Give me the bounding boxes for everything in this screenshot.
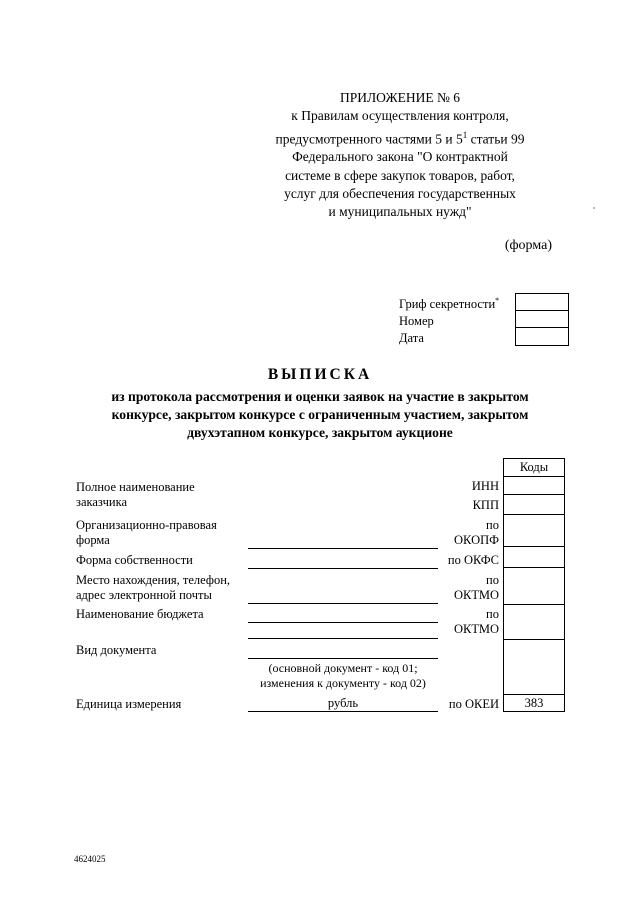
budget-oktmo-label: по ОКТМО [454,607,499,636]
okfs-code-cell[interactable] [504,547,565,568]
budget-line-1[interactable] [248,622,438,623]
unit-label: Единица измерения [76,697,182,711]
scan-speck [593,207,595,209]
secrecy-box[interactable] [515,293,569,311]
document-subtitle-line: двухэтапном конкурсе, закрытом аукционе [187,425,453,440]
document-title: ВЫПИСКА [267,366,373,383]
okopf-code-cell[interactable] [504,515,565,547]
appendix-line: к Правилам осуществления контроля, [291,108,509,124]
inn-code-cell[interactable] [504,477,565,495]
document-subtitle-line: конкурсе, закрытом конкурсе с ограниченным участием, закрытом [111,407,529,422]
kpp-code-cell[interactable] [504,495,565,515]
okei-label: по ОКЕИ [448,697,499,711]
number-box[interactable] [515,310,569,328]
form-label: (форма) [504,238,552,253]
org-form-line[interactable] [248,548,438,549]
ownership-line[interactable] [248,568,438,569]
doc-type-line[interactable] [248,658,438,659]
location-line[interactable] [248,603,438,604]
secrecy-label: Гриф секретности* [399,296,500,312]
codes-table [503,458,565,712]
appendix-line: системе в сфере закупок товаров, работ, [285,167,515,183]
kpp-label: КПП [472,498,499,512]
unit-value: рубль [327,696,359,710]
doc-type-code-cell[interactable] [504,640,565,695]
superscript: 1 [462,129,468,140]
location-label: Место нахождения, телефон, адрес электронной почты [76,573,231,602]
budget-label: Наименование бюджета [76,607,204,621]
appendix-line: и муниципальных нужд" [328,204,472,220]
ownership-label: Форма собственности [76,553,193,567]
appendix-line: Федерального закона "О контрактной [292,149,508,165]
customer-label: Полное наименование заказчика [76,480,195,509]
appendix-title: ПРИЛОЖЕНИЕ № 6 [339,90,461,105]
inn-label: ИНН [471,479,499,493]
appendix-header [230,89,570,222]
date-box[interactable] [515,327,569,346]
codes-header: Коды [504,459,565,477]
date-label: Дата [399,331,424,345]
okfs-label: по ОКФС [447,553,499,567]
appendix-line: предусмотренного частями 5 и $5^1$ статьи 99 [275,129,525,147]
okei-code-cell: 383 [504,695,565,712]
footer-code: 4624025 [74,854,106,864]
okopf-label: по ОКОПФ [454,518,499,547]
document-subtitle-line: из протокола рассмотрения и оценки заявок на участие в закрытом [111,389,529,404]
appendix-line: услуг для обеспечения государственных [284,185,516,201]
org-form-label: Организационно-правовая форма [76,518,217,547]
number-label: Номер [399,314,434,328]
doc-type-note: (основной документ - код 01; изменения к документу - код 02) [260,661,426,690]
budget-oktmo-code-cell[interactable] [504,605,565,640]
doc-type-label: Вид документа [76,643,157,657]
oktmo-code-cell[interactable] [504,568,565,605]
unit-line [248,711,438,712]
budget-line-2[interactable] [248,638,438,639]
oktmo-label: по ОКТМО [454,573,499,602]
